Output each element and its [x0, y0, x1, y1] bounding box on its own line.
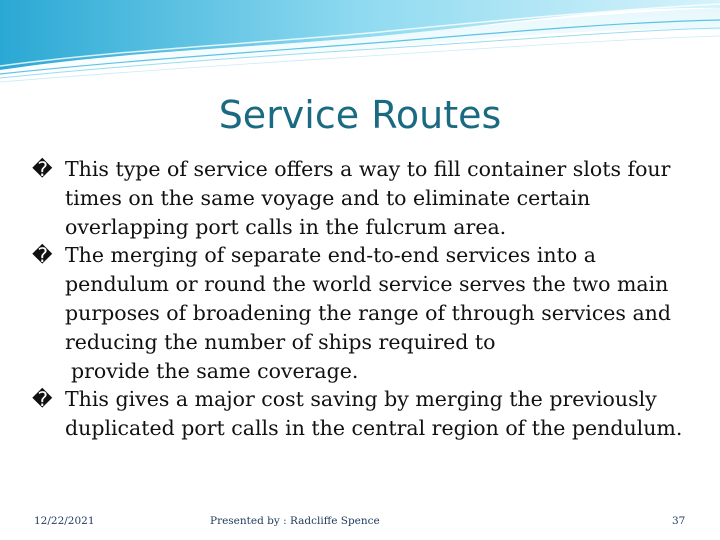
- bullet-text: The merging of separate end-to-end services into a pendulum or round the world service serves the two main purposes of broadening the range of through services and reducing the number of ships required to: [65, 243, 672, 354]
- footer-date: 12/22/2021: [34, 515, 95, 527]
- bullet-item: [32, 155, 692, 241]
- bullet-item: [32, 385, 692, 443]
- bullet-text: This gives a major cost saving by merging the previously duplicated port calls in the central region of the pendulum.: [65, 387, 683, 441]
- bullet-marker-icon: �: [32, 243, 53, 268]
- bullet-marker-icon: �: [32, 387, 53, 412]
- header-wave-decoration: [0, 0, 720, 90]
- bullet-marker-icon: �: [32, 157, 53, 181]
- bullet-text-continuation: provide the same coverage.: [71, 358, 359, 383]
- slide-body: [32, 155, 692, 443]
- footer-presenter: Presented by : Radcliffe Spence: [210, 515, 380, 527]
- slide-number: 37: [672, 515, 686, 527]
- slide-title: Service Routes: [218, 93, 502, 137]
- bullet-text: This type of service offers a way to fill container slots four times on the same voyage and to eliminate certain overlapping port calls in the fulcrum area.: [65, 157, 671, 239]
- bullet-item: [32, 241, 692, 385]
